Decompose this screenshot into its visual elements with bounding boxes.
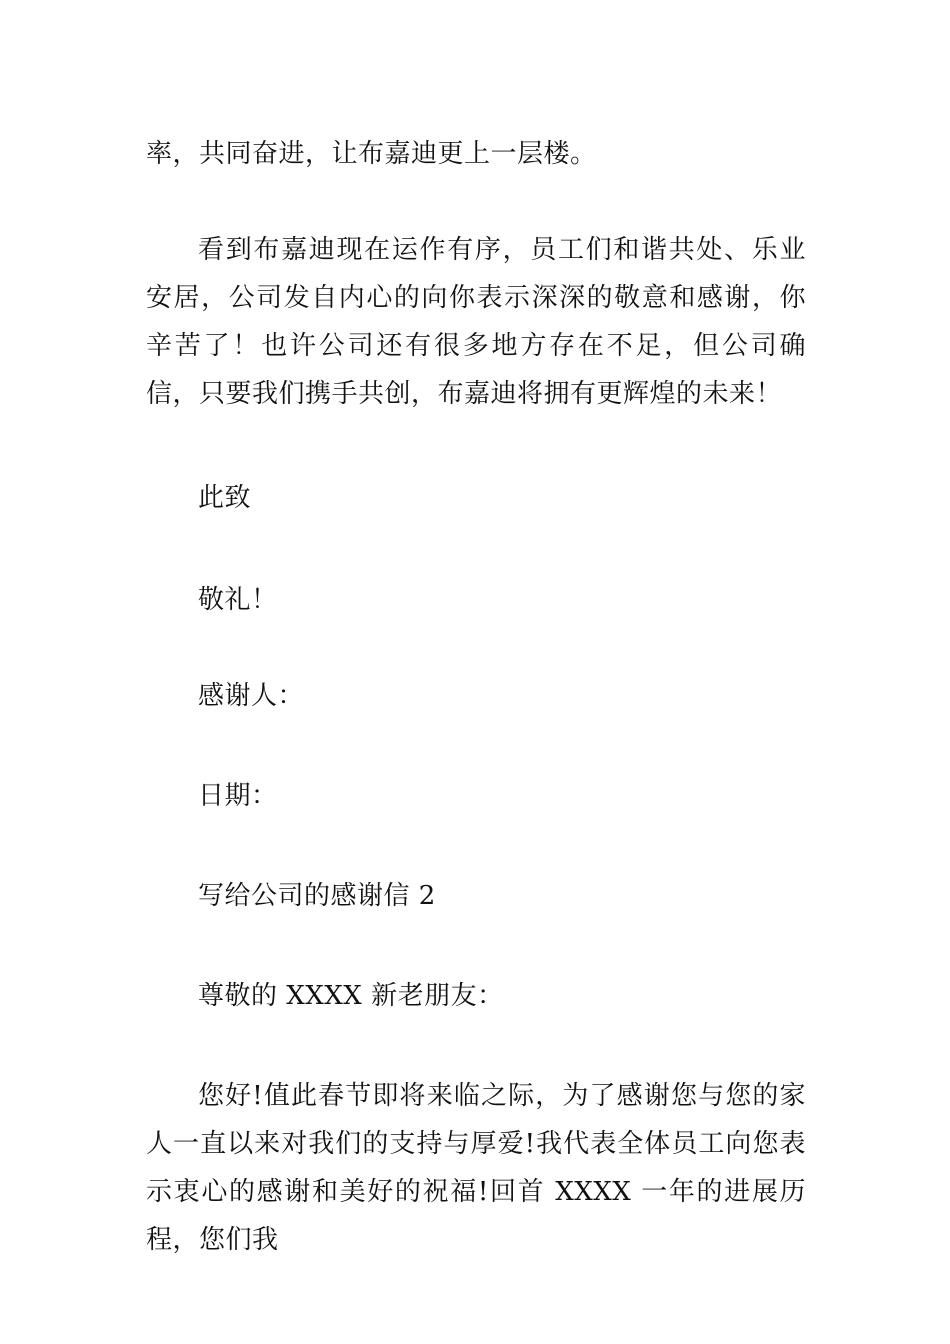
paragraph-new-year-greeting: 您好!值此春节即将来临之际，为了感谢您与您的家人一直以来对我们的支持与厚爱!我代表全体员工向您表示衷心的感谢和美好的祝福!回首 XXXX 一年的进展历程，您们我 xyxy=(146,1081,806,1255)
letter-heading-2: 写给公司的感谢信 2 xyxy=(198,881,436,911)
paragraph-appreciation: 看到布嘉迪现在运作有序，员工们和谐共处、乐业安居，公司发自内心的向你表示深深的敬意和感谢，你辛苦了！也许公司还有很多地方存在不足，但公司确信，只要我们携手共创，布嘉迪将拥有更辉煌的未来！ xyxy=(146,235,806,409)
closing-ci-zhi: 此致 xyxy=(198,483,252,513)
date-label: 日期： xyxy=(198,781,278,811)
salutation: 尊敬的 XXXX 新老朋友： xyxy=(198,981,504,1011)
closing-jing-li: 敬礼！ xyxy=(198,585,278,615)
paragraph-continuation: 率，共同奋进，让布嘉迪更上一层楼。 xyxy=(146,139,597,169)
signer-label: 感谢人： xyxy=(198,681,305,711)
